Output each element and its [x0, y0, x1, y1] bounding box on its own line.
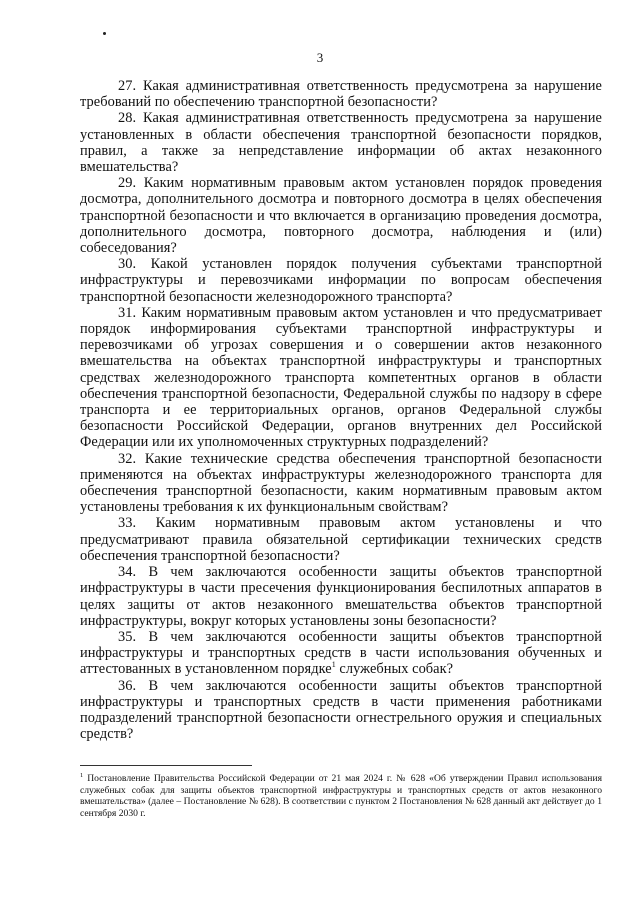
page-number: 3 — [316, 50, 324, 65]
question-35: 35. В чем заключаются особенности защиты объектов транспортной инфраструктуры и транспортных средств в части использования обученных и аттестованных в установленном порядке$^1$ служебных собак? — [80, 628, 602, 678]
question-32: 32. Какие технические средства обеспечения транспортной безопасности применяются на объектах инфраструктуры железнодорожного транспорта для обеспечения транспортной безопасности, каким нормативным правовым актом установлены требования к их функциональным свойствам? — [80, 450, 602, 516]
footnote — [80, 773, 602, 819]
question-28: 28. Какая административная ответственность предусмотрена за нарушение установленных в области обеспечения транспортной безопасности порядков, правил, а также за непредставление информации об актах незаконного вмешательства? — [80, 110, 602, 176]
question-33: 33. Каким нормативным правовым актом установлены и что предусматривают правила обязательной сертификации технических средств обеспечения транспортной безопасности? — [80, 515, 602, 564]
question-30: 30. Какой установлен порядок получения субъектами транспортной инфраструктуры и перевозчиками информации по вопросам обеспечения транспортной безопасности железнодорожного транспорта? — [80, 256, 602, 305]
footnote-reference: 1 — [331, 660, 336, 670]
question-29: 29. Каким нормативным правовым актом установлен порядок проведения досмотра, дополнительного досмотра и повторного досмотра в целях обеспечения транспортной безопасности и что включается в организацию проведения досмотра, дополнительного досмотра, повторного досмотра, наблюдения и (или) собеседования? — [80, 175, 602, 257]
footnote-separator — [80, 765, 252, 766]
question-31: 31. Каким нормативным правовым актом установлен и что предусматривает порядок информирования субъектами транспортной инфраструктуры и перевозчиками об угрозах совершения и о совершении актов незаконного вмешательства на объектах транспортной инфраструктуры и транспортных средствах железнодорожного транспорта компетентных органов в области обеспечения транспортной безопасности, Федеральной службы по надзору в сфере транспорта и ее территориальных органов, органов Федеральной службы безопасности Российской Федерации, органов внутренних дел Российской Федерации или их уполномоченных структурных подразделений? — [80, 304, 602, 451]
question-27: 27. Какая административная ответственность предусмотрена за нарушение требований по обеспечению транспортной безопасности? — [80, 78, 602, 111]
questions-list — [80, 78, 602, 742]
scan-speck — [103, 32, 106, 35]
footnote-marker: 1 — [80, 771, 84, 779]
footnote-text: Постановление Правительства Российской Федерации от 21 мая 2024 г. № 628 «Об утверждении Правил использования служебных собак для защиты объектов транспортной инфраструктуры и транспортных средств от актов незаконного вмешательства» (далее – Постановление № 628). В соответствии с пунктом 2 Постановления № 628 данный акт действует до 1 сентября 2030 г. — [80, 773, 602, 819]
question-36: 36. В чем заключаются особенности защиты объектов транспортной инфраструктуры и транспортных средств в части применения работниками подразделений транспортной безопасности огнестрельного оружия и специальных средств? — [80, 677, 602, 743]
question-34: 34. В чем заключаются особенности защиты объектов транспортной инфраструктуры в части пресечения функционирования беспилотных аппаратов в целях защиты от актов незаконного вмешательства объектов транспортной инфраструктуры, вокруг которых установлены зоны безопасности? — [80, 564, 602, 629]
